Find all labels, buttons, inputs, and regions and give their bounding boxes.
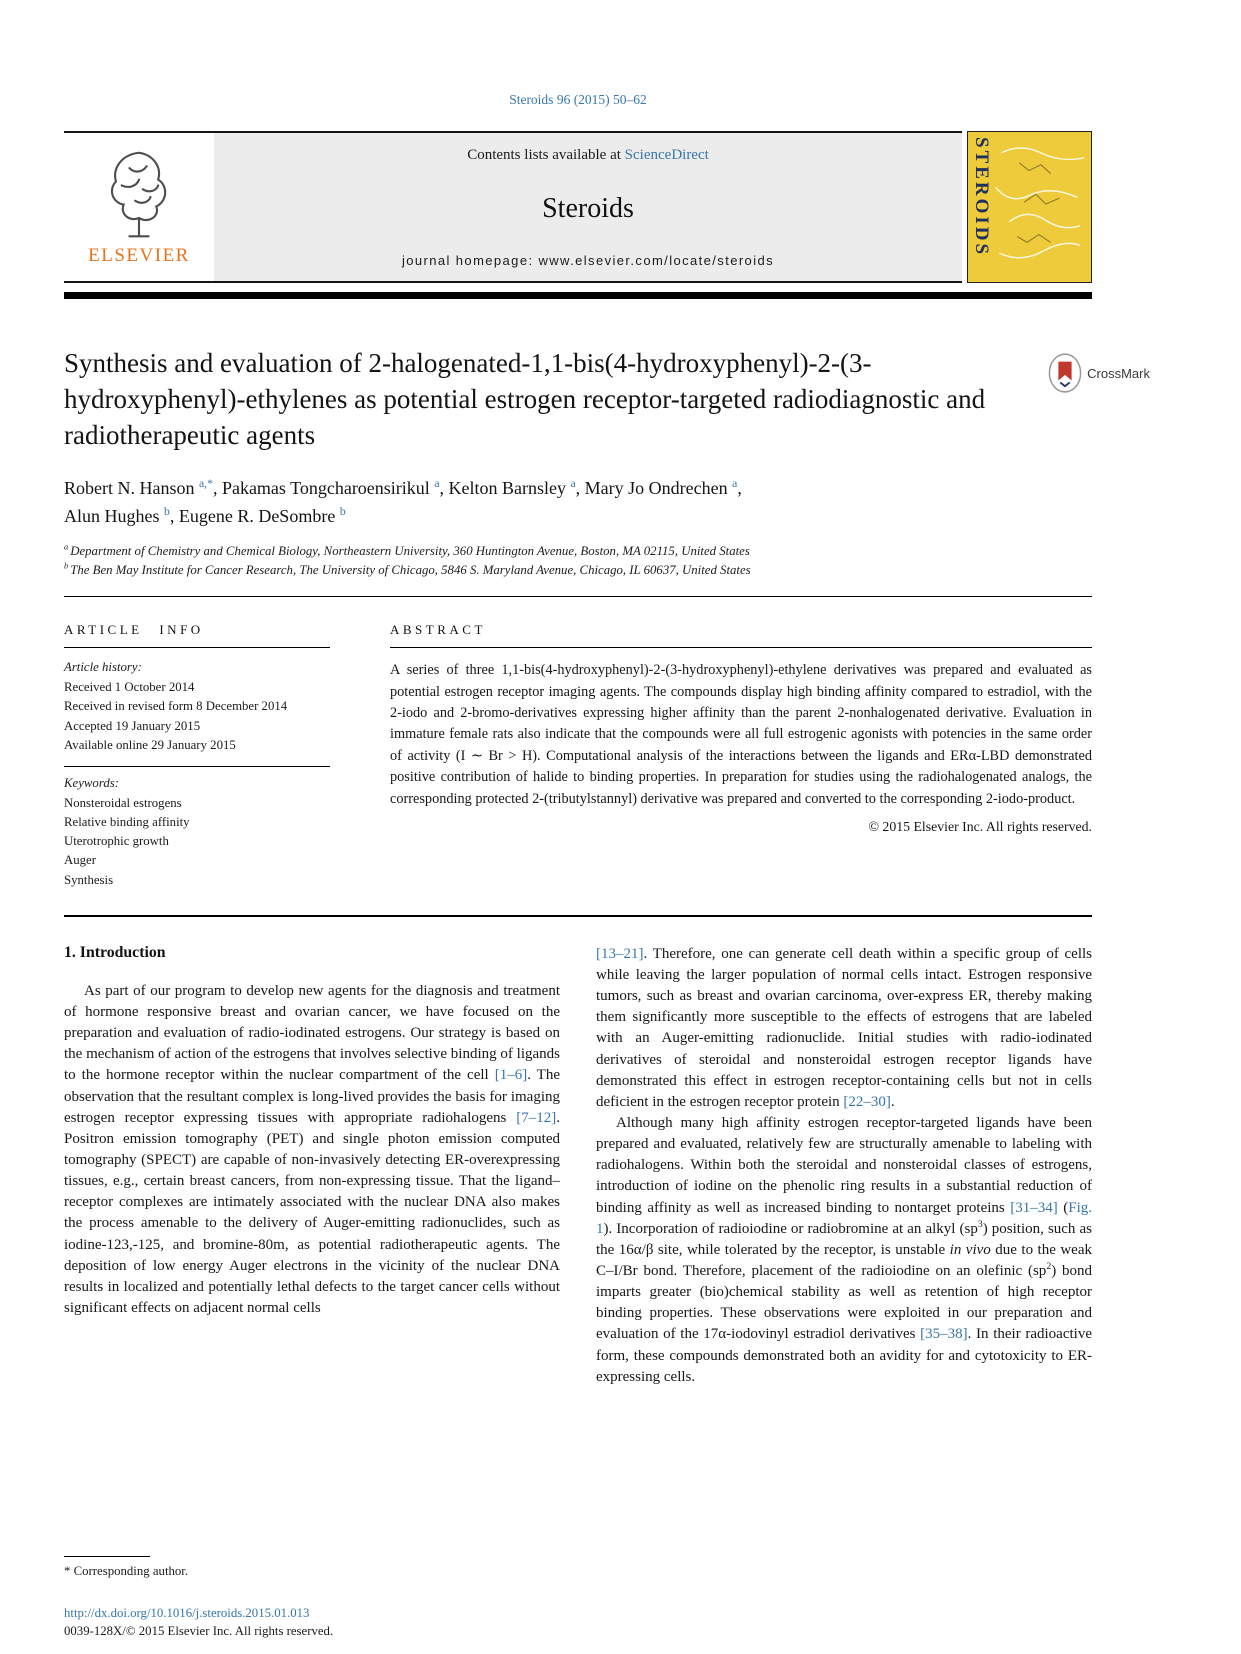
abstract-copyright: © 2015 Elsevier Inc. All rights reserved. bbox=[868, 819, 1092, 835]
contents-prefix: Contents lists available at bbox=[467, 147, 625, 163]
doi-link[interactable]: http://dx.doi.org/10.1016/j.steroids.2015.01.013 bbox=[64, 1605, 310, 1620]
crossmark-icon bbox=[1048, 353, 1082, 393]
corresponding-author-note: * Corresponding author. bbox=[64, 1563, 189, 1578]
affiliation-a: $^a$ Department of Chemistry and Chemical Biology, Northeastern University, 360 Huntington Avenue, Boston, MA 02115, United States bbox=[64, 542, 750, 558]
info-divider bbox=[64, 766, 330, 767]
contents-line bbox=[224, 147, 952, 164]
keyword-item: Synthesis bbox=[64, 872, 114, 887]
history-item: Received in revised form 8 December 2014 bbox=[64, 699, 288, 714]
journal-title: Steroids bbox=[542, 192, 634, 224]
reference-link[interactable]: a bbox=[732, 476, 738, 490]
history-item: Received 1 October 2014 bbox=[64, 680, 195, 695]
reference-link[interactable]: a,* bbox=[198, 476, 213, 490]
reference-link[interactable]: [22–30] bbox=[843, 1093, 891, 1110]
page-content bbox=[64, 0, 1150, 1639]
keyword-item: Auger bbox=[64, 853, 96, 868]
text-segment: b bbox=[64, 562, 71, 572]
issn-line: 0039-128X/© 2015 Elsevier Inc. All rights reserved. bbox=[64, 1623, 334, 1638]
rule-top bbox=[64, 596, 1092, 597]
left-column bbox=[64, 944, 560, 1639]
article-title: Synthesis and evaluation of 2-halogenated-1,1-bis(4-hydroxyphenyl)-2-(3-hydroxyphenyl)-ethylenes as potential estrogen receptor-targeted radiodiagnostic and radiotherapeutic agents bbox=[64, 348, 986, 451]
sciencedirect-link[interactable]: ScienceDirect bbox=[624, 147, 709, 163]
abstract-heading-rule bbox=[390, 647, 1092, 648]
intro-paragraph-2: [13–21]. Therefore, one can generate cell death within a specific group of cells while leaving the larger population of normal cells intact. Estrogen responsive tumors, such as breast and ovarian carcinoma, over-express ER, thereby making them significantly more susceptible to the effects of estrogens that are labeled with an Auger-emitting radionuclide. Initial studies with radio-iodinated derivatives of steroidal and nonsteroidal estrogen receptor ligands have demonstrated this effect in estrogen receptor-containing cells but not in cells deficient in the estrogen receptor protein [22–30]. bbox=[596, 945, 1092, 1110]
abstract-text: A series of three 1,1-bis(4-hydroxyphenyl)-2-(3-hydroxyphenyl)-ethylene derivatives was prepared and evaluated as potential estrogen receptor imaging agents. The compounds display high binding affinity compared to estradiol, with the 2-iodo and 2-bromo-derivatives expressing higher affinity than the parent 2-nonhalogenated derivative. Evaluation in immature female rats also indicate that the compounds were all full estrogenic agonists with potencies in the same order of activity (I ∼ Br > H). Computational analysis of the interactions between the ligands and ERα-LBD demonstrated positive contribution of halide to binding properties. In preparation for studies using the radiohalogenated analogs, the corresponding protected 2-(tributylstannyl) derivative was prepared and converted to the corresponding 2-iodo-product. bbox=[390, 662, 1092, 807]
affiliations bbox=[64, 542, 1092, 582]
reference-link[interactable]: Fig. 1 bbox=[596, 1199, 1092, 1237]
article-info-heading-rule bbox=[64, 647, 330, 648]
journal-cover[interactable] bbox=[967, 131, 1092, 283]
title-block bbox=[64, 345, 1150, 454]
abstract-heading: ABSTRACT bbox=[390, 622, 486, 638]
affiliation-b: $^b$ The Ben May Institute for Cancer Research, The University of Chicago, 5846 S. Maryland Avenue, Chicago, IL 60637, United States bbox=[64, 562, 751, 578]
masthead bbox=[64, 131, 1092, 283]
keyword-item: Uterotrophic growth bbox=[64, 834, 169, 849]
text-segment: 2 bbox=[1046, 1260, 1052, 1272]
authors-line-2: Alun Hughes $^b$, Eugene R. DeSombre $^b$ bbox=[64, 504, 346, 526]
right-column bbox=[596, 944, 1092, 1639]
footnote-rule bbox=[64, 1556, 150, 1557]
reference-link[interactable]: [35–38] bbox=[920, 1326, 968, 1343]
text-segment: a bbox=[64, 542, 71, 552]
divider-bar bbox=[64, 292, 1092, 299]
cover-title: STEROIDS bbox=[971, 137, 992, 258]
intro-paragraph-1: As part of our program to develop new agents for the diagnosis and treatment of hormone responsive breast and ovarian cancer, we have focused on the preparation and evaluation of radio-iodinated estrogens. Our strategy is based on the mechanism of action of the estrogens that involves selective binding of ligands to the hormone receptor within the nuclear compartment of the cell [1–6]. The observation that the resultant complex is long-lived provides the basis for imaging estrogen receptor expressing tissues with appropriate radiohalogens [7–12]. Positron emission tomography (PET) and single photon emission computed tomography (SPECT) are capable of non-invasively detecting ER-overexpressing tissues, e.g., certain breast cancers, from non-expressing tissue. That the ligand–receptor complexes are intimately associated with the nuclear DNA also makes the process amenable to the delivery of Auger-emitting radionuclides, such as iodine-123,-125, and bromine-80m, as potential radiotherapeutic agents. The deposition of low energy Auger electrons in the vicinity of the nuclear DNA results in localized and potentially lethal defects to the target cancer cells without significant effects on adjacent normal cells bbox=[64, 982, 560, 1316]
text-segment: 3 bbox=[977, 1218, 983, 1230]
reference-link[interactable]: a bbox=[434, 476, 440, 490]
journal-homepage-link[interactable]: journal homepage: www.elsevier.com/locate/steroids bbox=[401, 253, 775, 268]
text-segment: in vivo bbox=[949, 1241, 991, 1258]
reference-link[interactable]: [7–12] bbox=[516, 1109, 557, 1126]
history-item: Available online 29 January 2015 bbox=[64, 737, 236, 752]
article-history-label: Article history: bbox=[64, 660, 142, 675]
abstract-column bbox=[390, 622, 1092, 890]
journal-citation: Steroids 96 (2015) 50–62 bbox=[509, 92, 647, 107]
authors-line-1: Robert N. Hanson $^{a,*}$, Pakamas Tongcharoensirikul $^a$, Kelton Barnsley $^a$, Mary Jo Ondrechen $^a$, bbox=[64, 476, 742, 498]
body-columns bbox=[64, 944, 1092, 1639]
keyword-item: Nonsteroidal estrogens bbox=[64, 795, 182, 810]
info-abstract-section bbox=[64, 622, 1092, 890]
reference-link[interactable]: b bbox=[339, 504, 346, 518]
reference-link[interactable]: [1–6] bbox=[494, 1067, 528, 1084]
keywords-label: Keywords: bbox=[64, 775, 119, 790]
masthead-center bbox=[214, 133, 962, 281]
intro-heading: 1. Introduction bbox=[64, 943, 166, 961]
elsevier-logo[interactable] bbox=[64, 133, 214, 281]
crossmark-badge[interactable] bbox=[1048, 353, 1150, 393]
reference-link[interactable]: [13–21] bbox=[596, 945, 644, 962]
article-info-heading: ARTICLE INFO bbox=[64, 622, 204, 638]
reference-link[interactable]: b bbox=[164, 504, 170, 518]
masthead-main bbox=[64, 131, 962, 283]
footnote-block bbox=[64, 1556, 560, 1639]
article-info-column bbox=[64, 622, 330, 890]
elsevier-tree-icon bbox=[100, 147, 178, 243]
keyword-item: Relative binding affinity bbox=[64, 815, 190, 830]
crossmark-label: CrossMark bbox=[1087, 365, 1150, 381]
reference-link[interactable]: [31–34] bbox=[1010, 1199, 1058, 1216]
reference-link[interactable]: a bbox=[570, 476, 576, 490]
elsevier-wordmark: ELSEVIER bbox=[88, 245, 190, 266]
intro-paragraph-3: Although many high affinity estrogen receptor-targeted ligands have been prepared and evaluated, relatively few are structurally amenable to labeling with radiohalogens. Within both the steroidal and nonsteroidal classes of estrogens, introduction of iodine on the phenolic ring results in a substantial reduction of binding affinity as well as increased binding to nontarget proteins [31–34] (Fig. 1). Incorporation of radioiodine or radiobromine at an alkyl $(sp^3)$ position, such as the 16α/β site, while tolerated by the receptor, is unstable in vivo due to the weak C–I/Br bond. Therefore, placement of the radioiodine on an olefinic $(sp^2)$ bond imparts greater (bio)chemical stability as well as retention of high receptor binding properties. These observations were exploited in our preparation and evaluation of the 17α-iodovinyl estradiol derivatives [35–38]. In their radioactive form, these compounds demonstrated both an avidity for and cytotoxicity to ER-expressing cells. bbox=[596, 1114, 1093, 1385]
rule-bottom bbox=[64, 915, 1092, 917]
history-item: Accepted 19 January 2015 bbox=[64, 718, 201, 733]
